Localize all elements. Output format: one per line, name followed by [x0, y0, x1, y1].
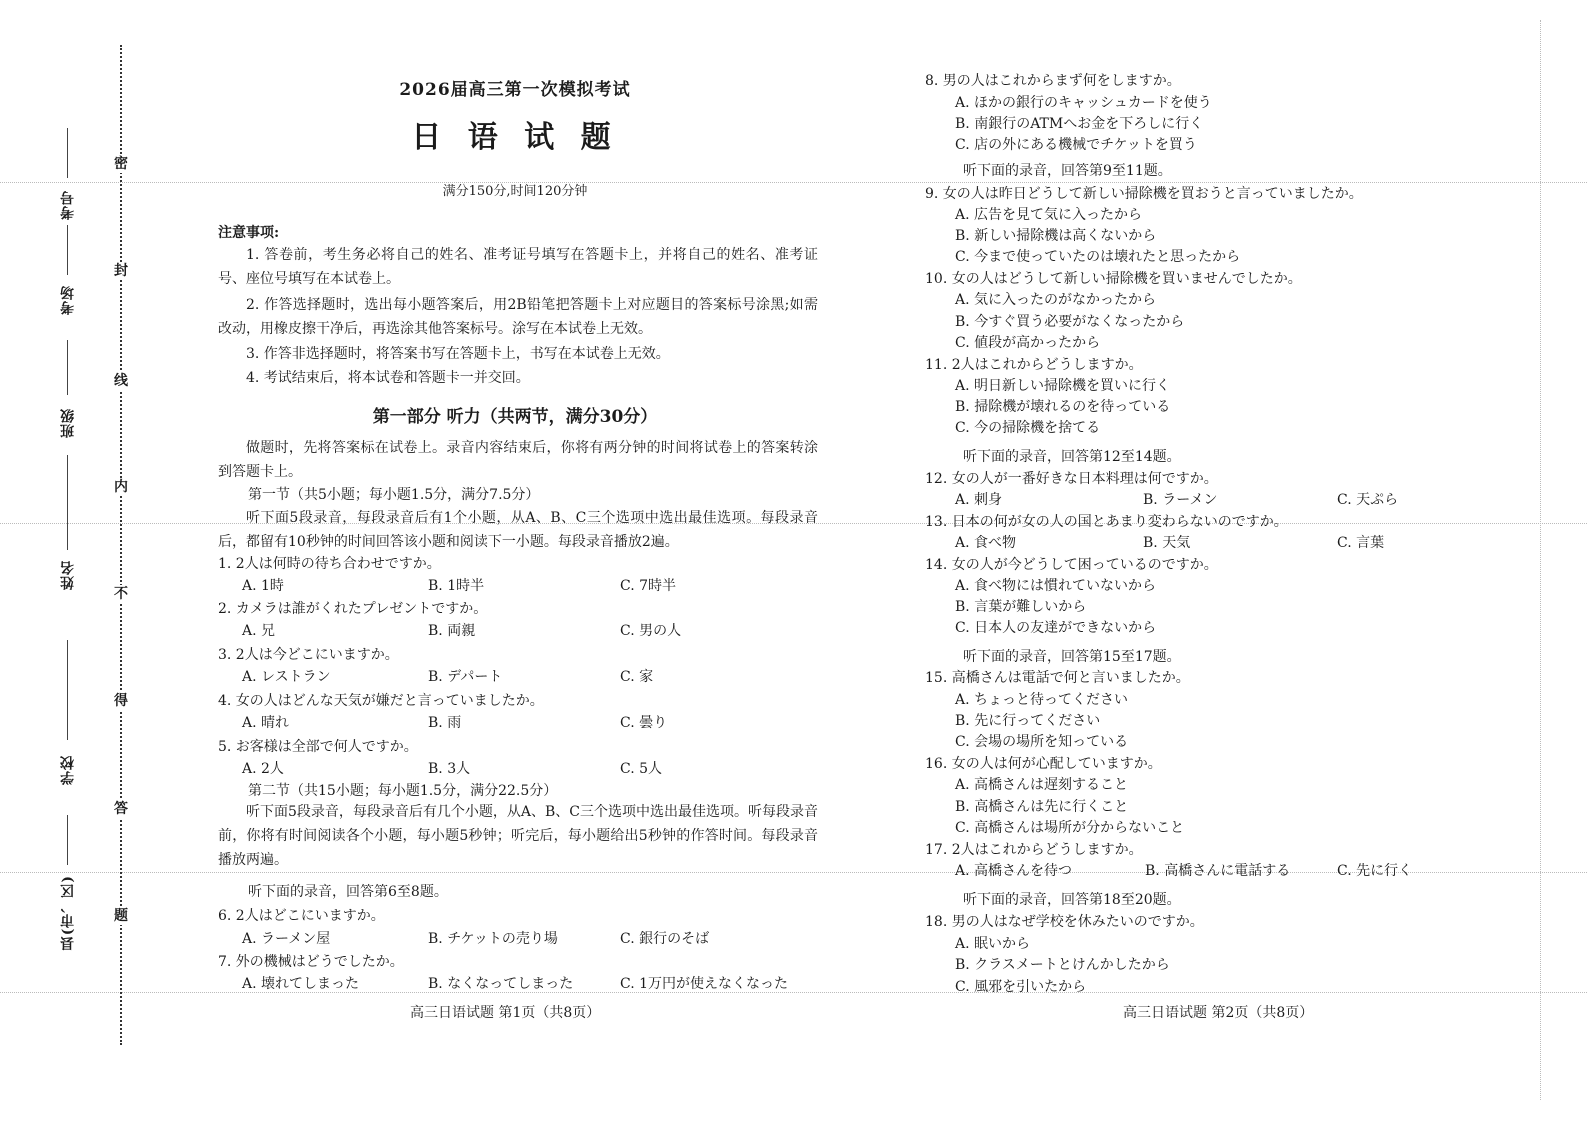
binding-char: 答	[110, 800, 132, 818]
binding-char: 密	[110, 155, 132, 173]
option: C. 日本人の友達ができないから	[955, 620, 1157, 636]
binding-char: 题	[110, 907, 132, 925]
option: C. 5人	[620, 761, 663, 777]
option: C. 店の外にある機械でチケットを買う	[955, 137, 1197, 153]
notice-item: 2. 作答选择题时，选出每小题答案后，用2B铅笔把答题卡上对应题目的答案标号涂黑;如需改动，用橡皮擦干净后，再选涂其他答案标号。涂写在本试卷上无效。	[218, 297, 818, 337]
option: C. 銀行のそば	[620, 931, 710, 947]
question-stem: 8. 男の人はこれからまず何をしますか。	[925, 73, 1181, 89]
question-stem: 18. 男の人はなぜ学校を休みたいのですか。	[925, 914, 1204, 930]
binding-char: 内	[110, 478, 132, 496]
option: B. 両親	[428, 623, 476, 639]
scan-guide-line	[0, 992, 1587, 993]
question-stem: 11. 2人はこれからどうしますか。	[925, 357, 1143, 373]
field-line-exam-number	[67, 128, 68, 178]
page-footer: 高三日语试题 第2页（共8页）	[1123, 1005, 1314, 1021]
option: B. なくなってしまった	[428, 976, 574, 992]
option: C. 今まで使っていたのは壊れたと思ったから	[955, 249, 1241, 265]
option: B. デパート	[428, 669, 503, 685]
question-stem: 9. 女の人は昨日どうして新しい掃除機を買おうと言っていましたか。	[925, 186, 1363, 202]
part1-intro: 做题时，先将答案标在试卷上。录音内容结束后，你将有两分钟的时间将试卷上的答案转涂到答题卡上。	[218, 440, 818, 480]
field-label-county: 县(市、区)	[60, 875, 76, 951]
option: A. 2人	[242, 761, 284, 777]
binding-char: 得	[110, 692, 132, 710]
option: B. 掃除機が壊れるのを待っている	[955, 399, 1171, 415]
option: B. 先に行ってください	[955, 713, 1101, 729]
option: B. 南銀行のATMへお金を下ろしに行く	[955, 116, 1204, 132]
option: C. 1万円が使えなくなった	[620, 976, 789, 992]
notice-item: 3. 作答非选择题时，将答案书写在答题卡上，书写在本试卷上无效。	[246, 346, 670, 362]
option: B. ラーメン	[1143, 492, 1218, 508]
option: C. 7時半	[620, 578, 677, 594]
option: A. 明日新しい掃除機を買いに行く	[955, 378, 1171, 394]
field-line-name	[67, 455, 68, 550]
notice-title: 注意事项:	[218, 225, 280, 241]
option: B. 高橋さんに電話する	[1145, 863, 1291, 879]
binding-char: 不	[110, 585, 132, 603]
option: A. 晴れ	[242, 715, 290, 731]
option: A. 食べ物	[955, 535, 1017, 551]
option: B. 雨	[428, 715, 462, 731]
option: C. 今の掃除機を捨てる	[955, 420, 1101, 436]
question-stem: 16. 女の人は何が心配していますか。	[925, 756, 1162, 772]
field-label-class: 班级	[60, 408, 76, 438]
option: B. 今すぐ買う必要がなくなったから	[955, 314, 1185, 330]
section1-intro: 听下面5段录音，每段录音后有1个小题，从A、B、C三个选项中选出最佳选项。每段录音后，都留有10秒钟的时间回答该小题和阅读下一小题。每段录音播放2遍。	[218, 510, 818, 550]
option: A. ほかの銀行のキャッシュカードを使う	[955, 95, 1212, 111]
option: A. 高橋さんは遅刻すること	[955, 777, 1129, 793]
binding-char: 封	[110, 262, 132, 280]
page-footer: 高三日语试题 第1页（共8页）	[410, 1005, 601, 1021]
exam-subtitle: 2026届高三第一次模拟考试	[399, 80, 631, 100]
option: C. 言葉	[1337, 535, 1385, 551]
option: A. ラーメン屋	[242, 931, 331, 947]
option: B. 天気	[1143, 535, 1191, 551]
option: B. 3人	[428, 761, 471, 777]
listening-instruction: 听下面的录音，回答第6至8题。	[248, 884, 448, 900]
field-label-name: 姓名	[60, 560, 76, 590]
option: B. 言葉が難しいから	[955, 599, 1087, 615]
scan-guide-line	[1540, 20, 1541, 1100]
section2-intro: 听下面5段录音，每段录音后有几个小题，从A、B、C三个选项中选出最佳选项。听每段录音前，你将有时间阅读各个小题，每小题5秒钟；听完后，每小题给出5秒钟的作答时间。每段录音播放两遍。	[218, 804, 819, 868]
option: A. レストラン	[242, 669, 331, 685]
score-time: 满分150分,时间120分钟	[442, 184, 588, 199]
question-stem: 13. 日本の何が女の人の国とあまり変わらないのですか。	[925, 514, 1288, 530]
option: C. 風邪を引いたから	[955, 979, 1087, 995]
option: A. 壊れてしまった	[242, 976, 360, 992]
question-stem: 4. 女の人はどんな天気が嫌だと言っていましたか。	[218, 693, 544, 709]
question-stem: 12. 女の人が一番好きな日本料理は何ですか。	[925, 471, 1218, 487]
section2-title: 第二节（共15小题；每小题1.5分，满分22.5分）	[248, 783, 558, 799]
field-label-exam-number: 考号	[60, 190, 76, 220]
part1-title: 第一部分 听力（共两节，满分30分）	[372, 407, 658, 427]
exam-title: 日 语 试 题	[411, 120, 619, 155]
option: B. チケットの売り場	[428, 931, 558, 947]
option: A. 眠いから	[955, 936, 1031, 952]
section1-title: 第一节（共5小题；每小题1.5分，满分7.5分）	[248, 487, 540, 503]
option: A. 刺身	[955, 492, 1003, 508]
option: C. 男の人	[620, 623, 682, 639]
question-stem: 5. お客様は全部で何人ですか。	[218, 739, 418, 755]
option: A. 食べ物には慣れていないから	[955, 578, 1157, 594]
binding-char: 线	[110, 372, 132, 390]
listening-instruction: 听下面的录音，回答第18至20题。	[963, 892, 1181, 908]
listening-instruction: 听下面的录音，回答第9至11题。	[963, 163, 1172, 179]
option: B. 1時半	[428, 578, 485, 594]
option: A. ちょっと待ってください	[955, 692, 1129, 708]
question-stem: 6. 2人はどこにいますか。	[218, 908, 385, 924]
notice-item: 1. 答卷前，考生务必将自己的姓名、准考证号填写在答题卡上，并将自己的姓名、准考证号、座位号填写在本试卷上。	[218, 247, 818, 287]
option: B. 高橋さんは先に行くこと	[955, 799, 1129, 815]
option: B. クラスメートとけんかしたから	[955, 957, 1170, 973]
question-stem: 14. 女の人が今どうして困っているのですか。	[925, 557, 1218, 573]
option: A. 気に入ったのがなかったから	[955, 292, 1157, 308]
listening-instruction: 听下面的录音，回答第15至17题。	[963, 649, 1181, 665]
question-stem: 15. 高橋さんは電話で何と言いましたか。	[925, 670, 1190, 686]
question-stem: 17. 2人はこれからどうしますか。	[925, 842, 1143, 858]
option: C. 天ぷら	[1337, 492, 1399, 508]
listening-instruction: 听下面的录音，回答第12至14题。	[963, 449, 1181, 465]
question-stem: 10. 女の人はどうして新しい掃除機を買いませんでしたか。	[925, 271, 1302, 287]
question-stem: 3. 2人は今どこにいますか。	[218, 647, 399, 663]
field-line-school	[67, 640, 68, 740]
question-stem: 1. 2人は何時の待ち合わせですか。	[218, 556, 441, 572]
binding-line	[120, 45, 122, 1045]
option: A. 高橋さんを待つ	[955, 863, 1073, 879]
field-line-exam-room	[67, 225, 68, 275]
field-label-exam-room: 考场	[60, 285, 76, 315]
option: C. 会場の場所を知っている	[955, 734, 1129, 750]
option: A. 1時	[242, 578, 284, 594]
notice-item: 4. 考试结束后，将本试卷和答题卡一并交回。	[246, 370, 530, 386]
option: C. 曇り	[620, 715, 668, 731]
field-label-school: 学校	[60, 755, 76, 785]
option: C. 高橋さんは場所が分からないこと	[955, 820, 1185, 836]
field-line-county	[67, 815, 68, 865]
option: C. 先に行く	[1337, 863, 1413, 879]
option: A. 兄	[242, 623, 276, 639]
option: B. 新しい掃除機は高くないから	[955, 228, 1157, 244]
field-line-class	[67, 340, 68, 395]
question-stem: 2. カメラは誰がくれたプレゼントですか。	[218, 601, 488, 617]
question-stem: 7. 外の機械はどうでしたか。	[218, 954, 404, 970]
option: C. 値段が高かったから	[955, 335, 1101, 351]
option: A. 広告を見て気に入ったから	[955, 207, 1143, 223]
option: C. 家	[620, 669, 654, 685]
